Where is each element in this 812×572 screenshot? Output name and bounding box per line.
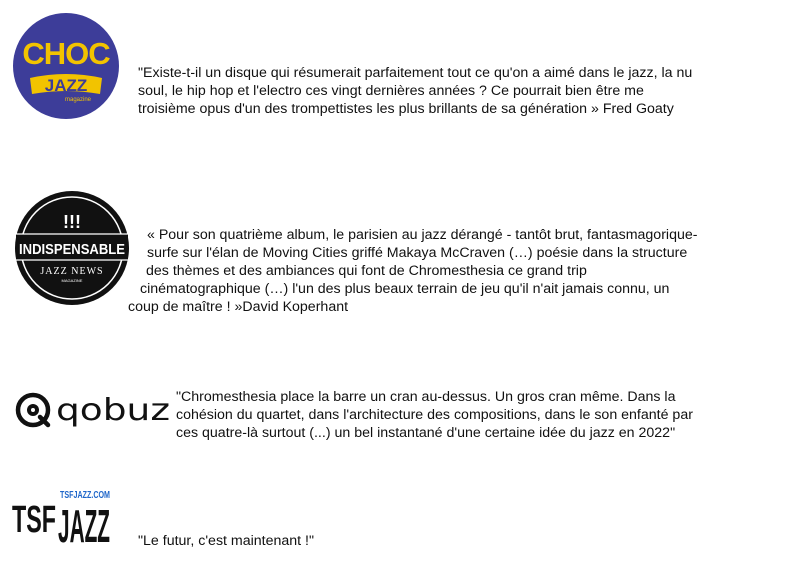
tsf-jazz-logo (12, 488, 112, 546)
jazz-news-name: JAZZ NEWS (40, 266, 104, 277)
choc-jazz-quote (138, 64, 692, 118)
jazz-news-exclamations: !!! (63, 212, 81, 232)
qobuz-logo (14, 390, 174, 430)
quote-line: troisième opus d'un des trompettistes les plus brillants de sa génération » Fred Goaty (138, 101, 674, 117)
tsf-text: TSF (12, 499, 56, 541)
quote-line: soul, le hip hop et l'electro ces vingt dernières années ? Ce pourrait bien être me (138, 83, 644, 99)
choc-logo-sub-text: magazine (64, 97, 92, 103)
jazz-news-indispensable-badge (14, 190, 130, 306)
tsf-jazz-url: TSFJAZZ.COM (60, 490, 110, 501)
qobuz-wordmark: qobuz (56, 393, 170, 428)
quote-line: "Existe-t-il un disque qui résumerait parfaitement tout ce qu'on a aimé dans le jazz, la nu (138, 65, 693, 81)
jazz-news-indispensable-text: INDISPENSABLE (19, 241, 125, 258)
jazz-news-magazine: MAGAZINE (61, 278, 83, 283)
quote-line: "Le futur, c'est maintenant !" (138, 533, 315, 549)
quote-line: des thèmes et des ambiances qui font de Chromesthesia ce grand trip (146, 263, 587, 279)
qobuz-disc-icon (18, 395, 48, 425)
qobuz-quote (176, 388, 693, 442)
quote-line: ces quatre-là surtout (...) un bel instantané d'une certaine idée du jazz en 2022" (176, 425, 676, 441)
choc-jazz-logo (12, 12, 120, 120)
quote-line: coup de maître ! »David Koperhant (128, 299, 349, 315)
quote-line: "Chromesthesia place la barre un cran au-dessus. Un gros cran même. Dans la (176, 389, 676, 405)
quote-line: cinématographique (…) l'un des plus beaux terrain de jeu qu'il n'ait jamais connu, un (140, 281, 670, 297)
jazz-text: JAZZ (58, 500, 110, 546)
tsf-jazz-quote (138, 532, 314, 550)
choc-logo-main-text: CHOC (22, 36, 110, 71)
quote-line: « Pour son quatrième album, le parisien au jazz dérangé - tantôt brut, fantasmagorique- (147, 227, 698, 243)
jazz-news-quote (128, 226, 697, 316)
choc-logo-banner-text: JAZZ (44, 76, 88, 95)
quote-line: cohésion du quartet, dans l'architecture des compositions, dans le son enfanté par (176, 407, 693, 423)
quote-line: surfe sur l'élan de Moving Cities griffé Makaya McCraven (…) poésie dans la structure (147, 245, 688, 261)
